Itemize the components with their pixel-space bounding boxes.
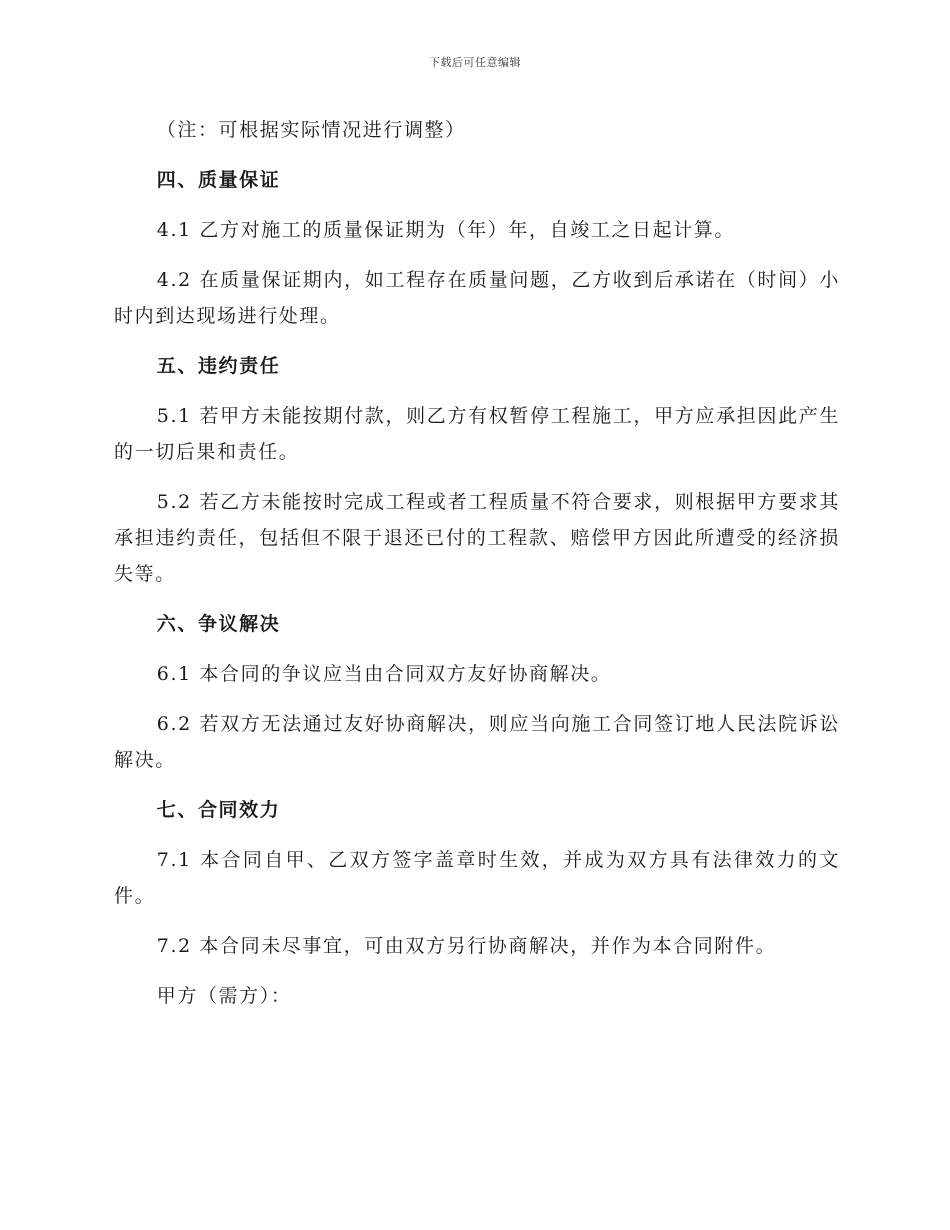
section-6-heading: 六、争议解决 bbox=[156, 613, 281, 635]
note-paragraph: （注：可根据实际情况进行调整） bbox=[156, 119, 466, 141]
page-header: 下载后可任意编辑 bbox=[429, 56, 521, 69]
section-4-heading: 四、质量保证 bbox=[156, 169, 281, 191]
section-5-heading: 五、违约责任 bbox=[156, 355, 281, 377]
clause-7-1: 7.1 本合同自甲、乙双方签字盖章时生效，并成为双方具有法律效力的文件。 bbox=[114, 849, 840, 907]
document-body bbox=[114, 112, 840, 1028]
signature-party-a: 甲方（需方）： bbox=[156, 985, 292, 1007]
clause-6-1: 6.1 本合同的争议应当由合同双方友好协商解决。 bbox=[156, 663, 612, 685]
clause-6-2: 6.2 若双方无法通过友好协商解决，则应当向施工合同签订地人民法院诉讼解决。 bbox=[114, 713, 840, 771]
clause-5-1: 5.1 若甲方未能按期付款，则乙方有权暂停工程施工，甲方应承担因此产生的一切后果和责任。 bbox=[114, 405, 840, 463]
clause-7-2: 7.2 本合同未尽事宜，可由双方另行协商解决，并作为本合同附件。 bbox=[156, 935, 777, 957]
clause-4-2: 4.2 在质量保证期内，如工程存在质量问题，乙方收到后承诺在（时间）小时内到达现场进行处理。 bbox=[114, 269, 840, 327]
clause-5-2: 5.2 若乙方未能按时完成工程或者工程质量不符合要求，则根据甲方要求其承担违约责任，包括但不限于退还已付的工程款、赔偿甲方因此所遭受的经济损失等。 bbox=[114, 491, 840, 585]
clause-4-1: 4.1 乙方对施工的质量保证期为（年）年，自竣工之日起计算。 bbox=[156, 219, 736, 241]
section-7-heading: 七、合同效力 bbox=[156, 799, 281, 821]
